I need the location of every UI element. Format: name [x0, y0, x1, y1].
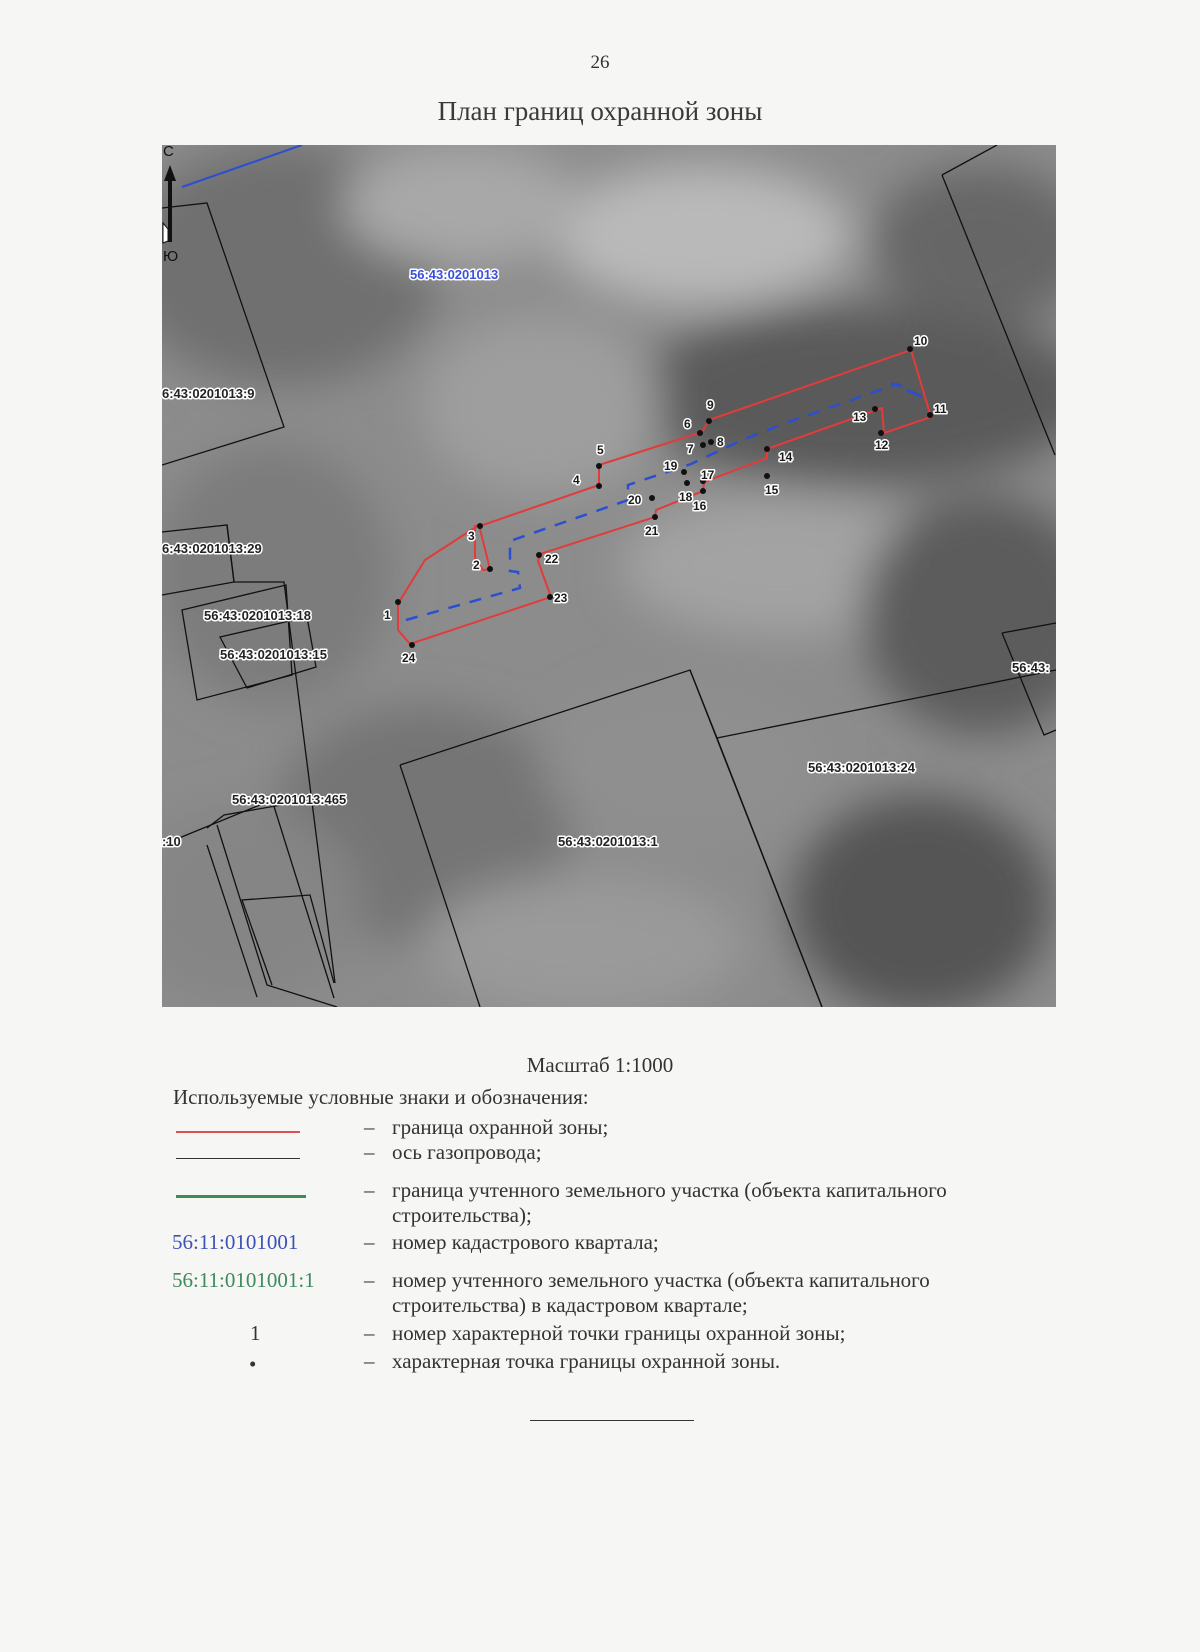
zone-point-label: 18: [679, 490, 693, 504]
zone-point-label: 4: [573, 473, 580, 487]
zone-point-label: 6: [684, 417, 691, 431]
legend-text: граница учтенного земельного участка (объекта капитального строительства);: [392, 1178, 947, 1227]
zone-point-label: 21: [645, 524, 659, 538]
legend-dash: –: [364, 1140, 375, 1164]
point-dot-symbol: •: [249, 1352, 257, 1376]
legend-title: Используемые условные знаки и обозначения:: [173, 1085, 589, 1109]
zone-point-label: 15: [765, 483, 779, 497]
south-letter: Ю: [163, 248, 179, 265]
parcel-label: 56:43:0201013:465: [232, 792, 347, 807]
zone-point-label: 17: [701, 468, 715, 482]
legend-text: ось газопровода;: [392, 1140, 542, 1164]
north-letter: С: [163, 145, 174, 160]
parcel-label: 56:43:0201013:15: [220, 647, 327, 662]
map-scale: Масштаб 1:1000: [526, 1053, 674, 1077]
parcel-label: 56:43:0201013:24: [808, 760, 915, 775]
legend-dash: –: [364, 1268, 375, 1292]
parcel-label: 56:43:: [1012, 660, 1050, 675]
zone-point-marker: [547, 594, 553, 600]
zone-boundary-symbol: [176, 1131, 300, 1133]
legend-dash: –: [364, 1349, 375, 1373]
quarter-number-label: 56:43:0201013: [410, 267, 499, 282]
zone-point-marker: [878, 430, 884, 436]
zone-point-marker: [700, 488, 706, 494]
zone-point-label: 23: [554, 591, 568, 605]
cadastral-map[interactable]: [162, 145, 1056, 1007]
zone-point-marker: [907, 346, 913, 352]
zone-point-label: 24: [402, 651, 416, 665]
zone-point-label: 10: [914, 334, 928, 348]
legend-text: характерная точка границы охранной зоны.: [392, 1349, 781, 1373]
legend-text: граница охранной зоны;: [392, 1115, 609, 1139]
zone-point-marker: [536, 552, 542, 558]
zone-point-marker: [927, 412, 933, 418]
zone-point-label: 8: [717, 435, 724, 449]
zone-point-marker: [487, 566, 493, 572]
zone-point-label: 19: [664, 459, 678, 473]
zone-point-marker: [477, 523, 483, 529]
zone-point-label: 16: [693, 499, 707, 513]
zone-point-marker: [395, 599, 401, 605]
pipeline-axis-symbol: [176, 1158, 300, 1159]
zone-point-marker: [596, 483, 602, 489]
parcel-label: :10: [162, 834, 181, 849]
parcel-label: 56:43:0201013:18: [204, 608, 311, 623]
legend-text: номер кадастрового квартала;: [392, 1230, 659, 1254]
zone-point-marker: [700, 442, 706, 448]
zone-point-label: 1: [384, 608, 391, 622]
zone-point-label: 22: [545, 552, 559, 566]
zone-point-label: 14: [779, 450, 793, 464]
parcel-label: 6:43:0201013:29: [162, 541, 262, 556]
zone-point-marker: [708, 439, 714, 445]
legend-dash: –: [364, 1230, 375, 1254]
legend-dash: –: [364, 1115, 375, 1139]
zone-point-marker: [764, 473, 770, 479]
zone-point-label: 9: [707, 398, 714, 412]
north-arrow: [162, 145, 182, 275]
legend-dash: –: [364, 1321, 375, 1345]
zone-point-label: 2: [473, 558, 480, 572]
zone-point-label: 13: [853, 410, 867, 424]
zone-point-label: 11: [934, 402, 947, 416]
zone-point-marker: [409, 642, 415, 648]
point-number-symbol: 1: [250, 1321, 261, 1345]
zone-point-label: 7: [687, 442, 694, 456]
legend-dash: –: [364, 1178, 375, 1202]
zone-point-marker: [872, 406, 878, 412]
page-title: План границ охранной зоны: [437, 96, 763, 126]
parcel-number-symbol: 56:11:0101001:1: [172, 1268, 315, 1292]
legend-text: номер учтенного земельного участка (объекта капитального строительства) в кадастровом квартале;: [392, 1268, 930, 1317]
zone-point-marker: [652, 514, 658, 520]
zone-point-label: 5: [597, 443, 604, 457]
zone-point-marker: [649, 495, 655, 501]
parcel-boundary-symbol: [176, 1195, 306, 1198]
page-number: 26: [590, 52, 610, 73]
parcel-label: 56:43:0201013:1: [558, 834, 658, 849]
zone-point-marker: [681, 469, 687, 475]
zone-point-label: 3: [468, 529, 475, 543]
zone-point-marker: [706, 418, 712, 424]
quarter-number-symbol: 56:11:0101001: [172, 1230, 299, 1254]
zone-point-marker: [764, 446, 770, 452]
zone-point-label: 12: [875, 438, 889, 452]
zone-point-label: 20: [628, 493, 642, 507]
bottom-rule: [530, 1420, 694, 1421]
zone-point-marker: [697, 430, 703, 436]
zone-point-marker: [684, 480, 690, 486]
parcel-label: 6:43:0201013:9: [162, 386, 255, 401]
zone-point-marker: [596, 463, 602, 469]
legend-text: номер характерной точки границы охранной зоны;: [392, 1321, 846, 1345]
